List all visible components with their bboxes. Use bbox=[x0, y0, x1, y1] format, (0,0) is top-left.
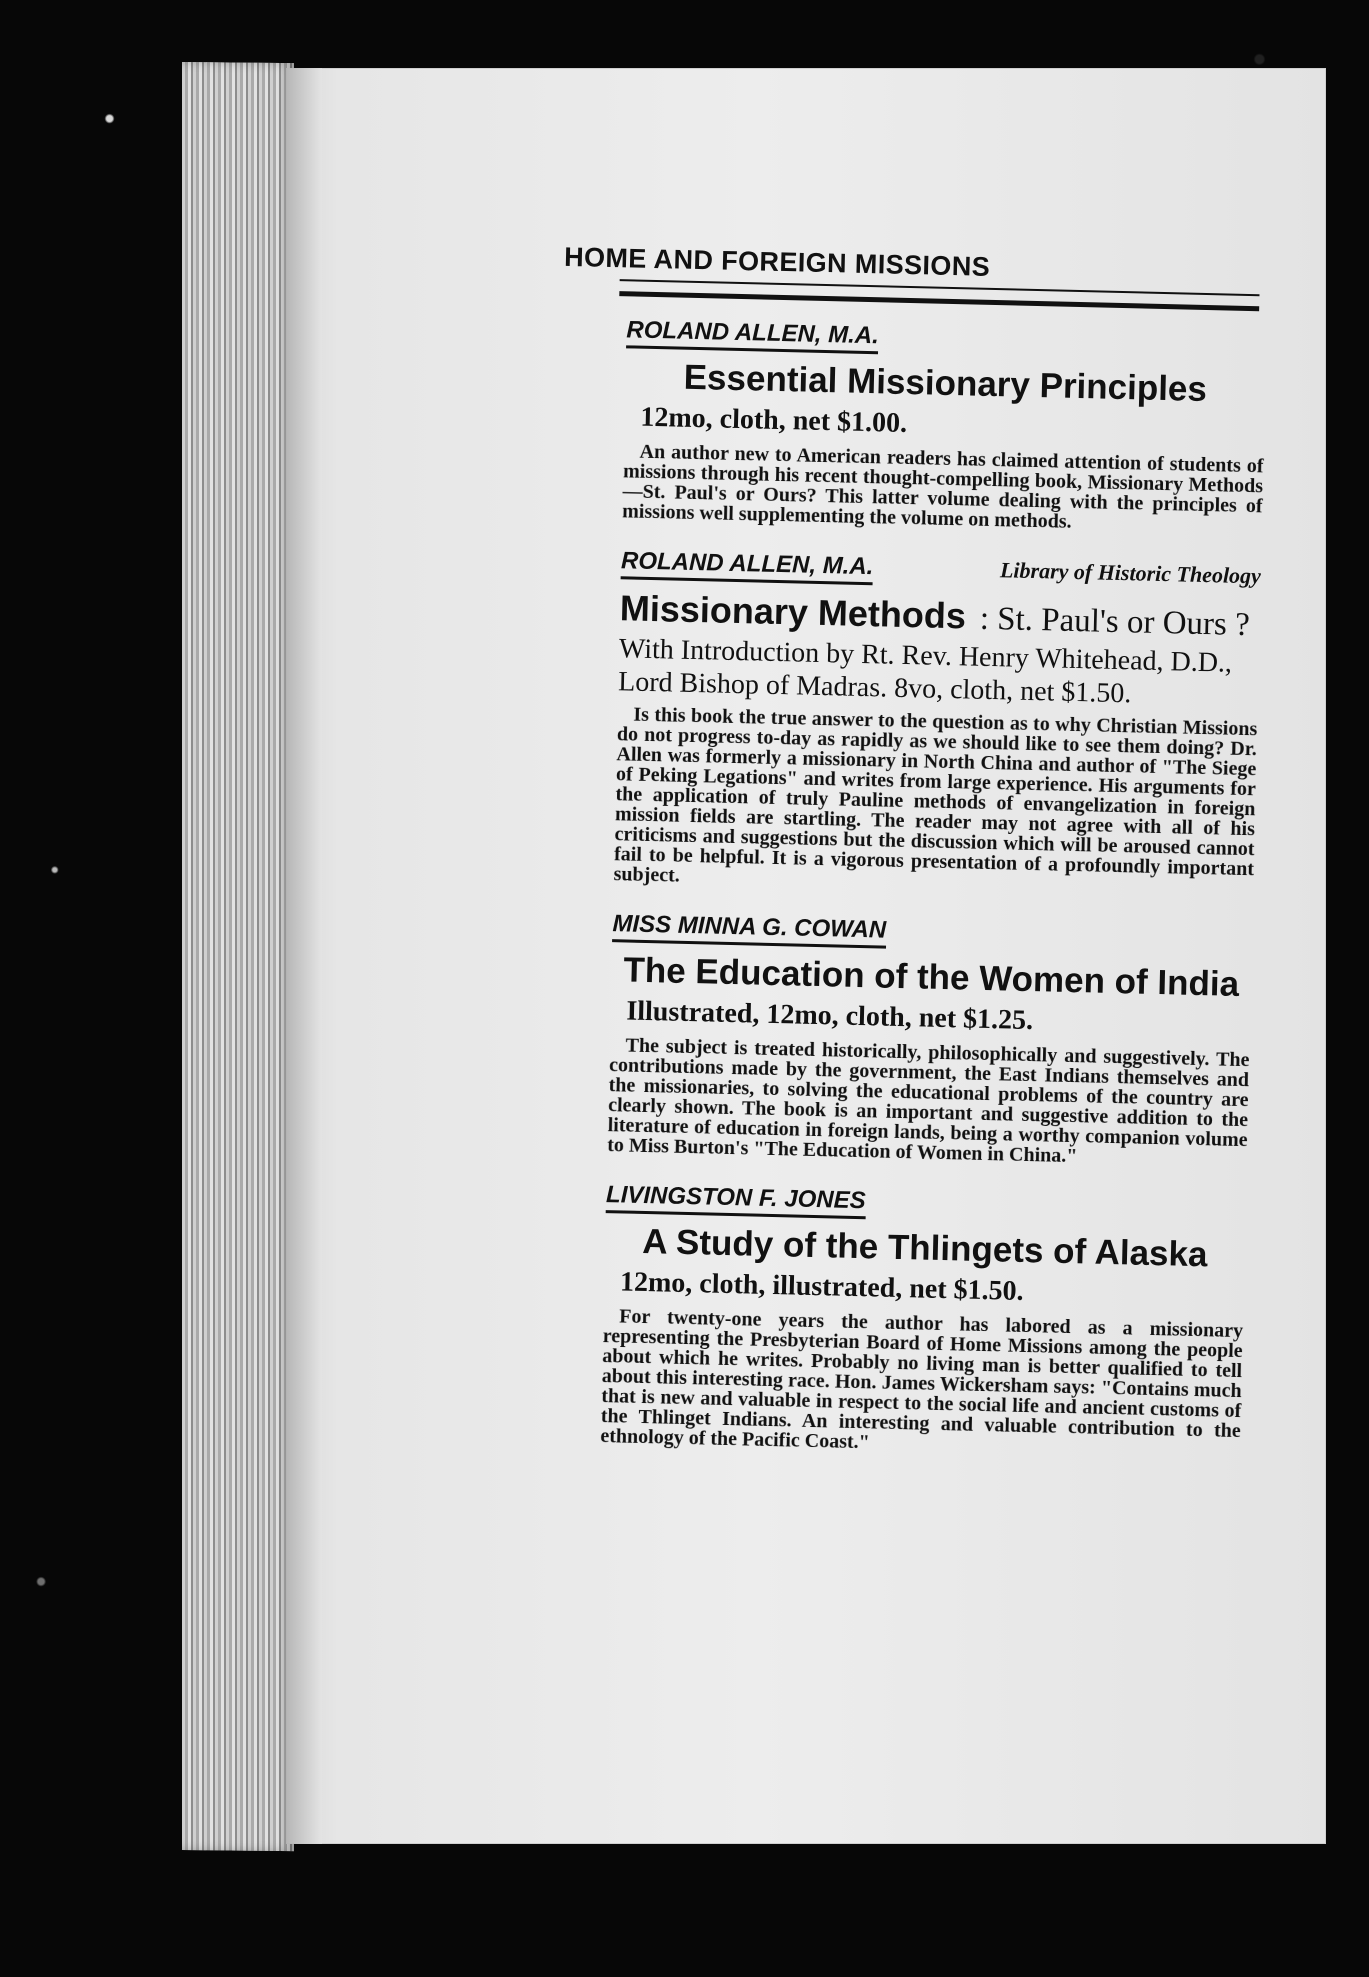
book-edition: 12mo, cloth, net $1.00. bbox=[640, 401, 908, 439]
heading-double-rule bbox=[619, 279, 1259, 311]
series-name: Library of Historic Theology bbox=[999, 556, 1262, 589]
book-page-edges bbox=[182, 62, 294, 1851]
book-edition: Illustrated, 12mo, cloth, net $1.25. bbox=[626, 995, 1034, 1037]
book-title: Essential Missionary Principles bbox=[683, 357, 1208, 410]
book-subtitle: : St. Paul's or Ours ? bbox=[979, 600, 1251, 643]
book-description: For twenty-one years the author has labored as a missionary representing the Presbyterian Board of Home Missions among the people about which he writes. Probably no living man is better qualified to tell about this interesting race. Hon. James Wickersham says: "Contains much that is new and valuable in respect to the social life and ancient customs of the Thlinget Indians. An interesting and valuable contribution to the ethnology of the Pacific Coast." bbox=[600, 1305, 1244, 1454]
book-introduction: With Introduction by Rt. Rev. Henry Whitehead, D.D., Lord Bishop of Madras. 8vo, cloth, net $1.50. bbox=[617, 633, 1233, 710]
book-description: Is this book the true answer to the question as to why Christian Missions do not progress to-day as rapidly as we should like to see them doing? Dr. Allen was formerly a missionary in North China and author of "The Siege of Peking Legations" and writes from large experience. His arguments for the application of truly Pauline methods of envangelization in foreign mission fields are startling. The reader may not agree with all of his criticisms and suggestions but the discussion which will be aroused cannot fail to be helpful. It is a vigorous presentation of a profoundly important subject. bbox=[613, 703, 1258, 888]
book-entry-essential-missionary-principles bbox=[622, 316, 1267, 536]
book-entry-missionary-methods bbox=[613, 547, 1261, 900]
author-name: MISS MINNA G. COWAN bbox=[612, 910, 886, 948]
book-title: A Study of the Thlingets of Alaska bbox=[641, 1222, 1208, 1275]
book-description: An author new to American readers has claimed attention of students of missions through his recent thought-compelling book, Missionary Methods—St. Paul's or Ours? This latter volume dealing with the principles of missions well supplementing the volume on methods. bbox=[621, 440, 1264, 533]
book-title bbox=[619, 589, 1260, 643]
catalog-content bbox=[352, 178, 1302, 1488]
author-name: ROLAND ALLEN, M.A. bbox=[621, 547, 874, 585]
book-entry-thlingets-alaska bbox=[600, 1181, 1246, 1461]
book-title-main: Missionary Methods bbox=[619, 587, 967, 637]
book-title: The Education of the Women of India bbox=[623, 950, 1240, 1005]
book-edition: 12mo, cloth, illustrated, net $1.50. bbox=[619, 1266, 1024, 1307]
book-description: The subject is treated historically, philosophically and suggestively. The contributions made by the government, the East Indians themselves and the missionaries, to solving the educational problems of the country are clearly shown. The book is an important and suggestive addition to the literature of education in foreign lands, being a worthy companion volume to Miss Burton's "The Education of Women in China." bbox=[607, 1034, 1250, 1168]
book-entry-education-women-india bbox=[607, 910, 1253, 1170]
author-line bbox=[612, 910, 1253, 957]
author-name: ROLAND ALLEN, M.A. bbox=[626, 316, 879, 354]
author-name: LIVINGSTON F. JONES bbox=[606, 1181, 866, 1219]
author-line bbox=[606, 1181, 1247, 1228]
author-line bbox=[626, 316, 1267, 363]
section-heading: HOME AND FOREIGN MISSIONS bbox=[563, 241, 991, 282]
author-line bbox=[621, 547, 1262, 594]
